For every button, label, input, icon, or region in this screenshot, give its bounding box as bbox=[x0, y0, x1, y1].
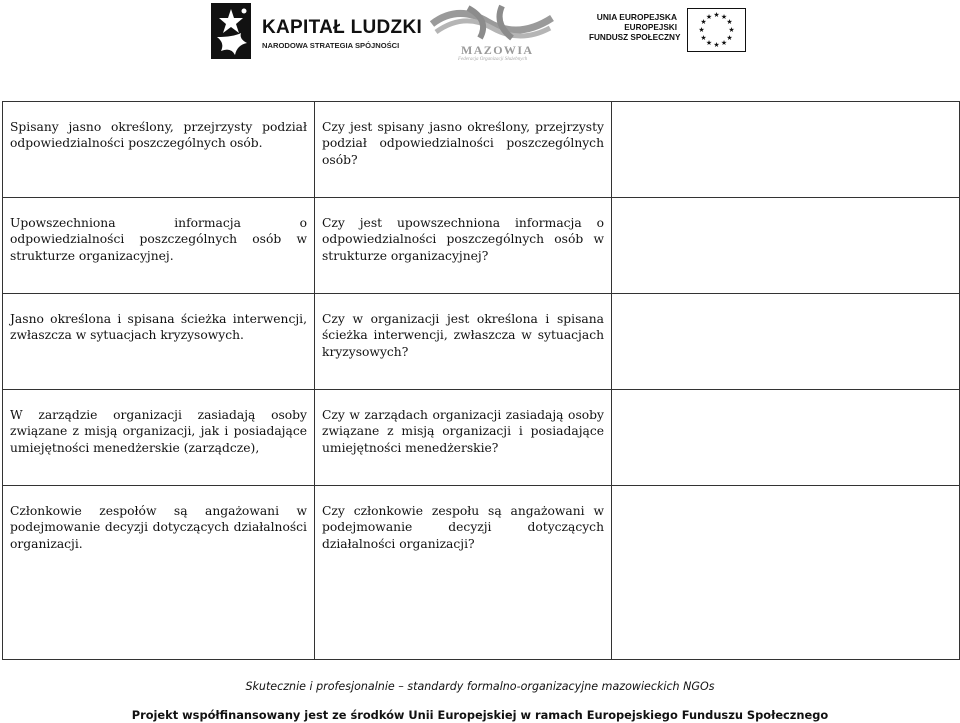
kapital-ludzki-logo bbox=[211, 3, 423, 61]
answer-cell[interactable] bbox=[612, 486, 960, 660]
svg-text:★: ★ bbox=[726, 34, 733, 42]
svg-text:★: ★ bbox=[728, 26, 735, 34]
standard-cell: Jasno określona i spisana ścieżka interwencji, zwłaszcza w sytuacjach kryzysowych. bbox=[3, 294, 315, 390]
standard-cell: Upowszechniona informacja o odpowiedzialności poszczególnych osób w strukturze organizacyjnej. bbox=[3, 198, 315, 294]
eu-logo bbox=[589, 8, 749, 58]
standard-cell: Spisany jasno określony, przejrzysty podział odpowiedzialności poszczególnych osób. bbox=[3, 102, 315, 198]
eu-logo-line1: UNIA EUROPEJSKA bbox=[596, 12, 677, 22]
svg-text:★: ★ bbox=[720, 39, 728, 47]
svg-text:★: ★ bbox=[720, 13, 728, 21]
footer-funding-note: Projekt współfinansowany jest ze środków Unii Europejskiej w ramach Europejskiego Funduszu Społecznego bbox=[131, 708, 829, 722]
standard-cell: W zarządzie organizacji zasiadają osoby związane z misją organizacji, jak i posiadające umiejętności menedżerskie (zarządcze), bbox=[3, 390, 315, 486]
question-cell: Czy w organizacji jest określona i spisana ścieżka interwencji, zwłaszcza w sytuacjach kryzysowych? bbox=[315, 294, 612, 390]
svg-text:★: ★ bbox=[705, 13, 713, 21]
svg-text:★: ★ bbox=[713, 11, 720, 19]
mazowia-logo bbox=[428, 2, 558, 66]
svg-text:★: ★ bbox=[705, 39, 713, 47]
eu-logo-text bbox=[589, 12, 681, 44]
table-row bbox=[3, 486, 960, 660]
kapital-ludzki-subtitle: NARODOWA STRATEGIA SPÓJNOŚCI bbox=[262, 41, 400, 50]
eu-logo-line2: EUROPEJSKI bbox=[624, 22, 677, 32]
question-cell: Czy jest spisany jasno określony, przejrzysty podział odpowiedzialności poszczególnych osób? bbox=[315, 102, 612, 198]
kapital-ludzki-title: KAPITAŁ LUDZKI bbox=[262, 17, 423, 38]
svg-text:★: ★ bbox=[726, 18, 733, 26]
table-row bbox=[3, 102, 960, 198]
answer-cell[interactable] bbox=[612, 198, 960, 294]
svg-text:★: ★ bbox=[698, 26, 705, 34]
mazowia-subtitle: Federacja Organizacji Służebnych bbox=[458, 57, 528, 62]
answer-cell[interactable] bbox=[612, 390, 960, 486]
footer-tagline: Skutecznie i profesjonalnie – standardy formalno-organizacyjne mazowieckich NGOs bbox=[245, 680, 715, 693]
table-row bbox=[3, 294, 960, 390]
svg-text:★: ★ bbox=[713, 41, 720, 49]
mazowia-title: MAZOWIA bbox=[461, 43, 534, 57]
svg-text:★: ★ bbox=[700, 34, 707, 42]
table-row bbox=[3, 390, 960, 486]
standard-cell: Członkowie zespołów są angażowani w podejmowanie decyzji dotyczących działalności organizacji. bbox=[3, 486, 315, 660]
eu-logo-line3: FUNDUSZ SPOŁECZNY bbox=[589, 33, 681, 42]
question-cell: Czy jest upowszechniona informacja o odpowiedzialności poszczególnych osób w strukturze organizacyjnej? bbox=[315, 198, 612, 294]
mazowia-knot-icon bbox=[428, 2, 558, 44]
answer-cell[interactable] bbox=[612, 294, 960, 390]
page-header bbox=[0, 0, 960, 74]
svg-text:★: ★ bbox=[700, 18, 707, 26]
question-cell: Czy członkowie zespołu są angażowani w podejmowanie decyzji dotyczących działalności organizacji? bbox=[315, 486, 612, 660]
kapital-ludzki-emblem-icon bbox=[211, 3, 251, 59]
table-row bbox=[3, 198, 960, 294]
question-cell: Czy w zarządach organizacji zasiadają osoby związane z misją organizacji i posiadające umiejętności menedżerskie? bbox=[315, 390, 612, 486]
standards-table bbox=[2, 101, 960, 660]
eu-flag-icon bbox=[687, 8, 746, 52]
answer-cell[interactable] bbox=[612, 102, 960, 198]
